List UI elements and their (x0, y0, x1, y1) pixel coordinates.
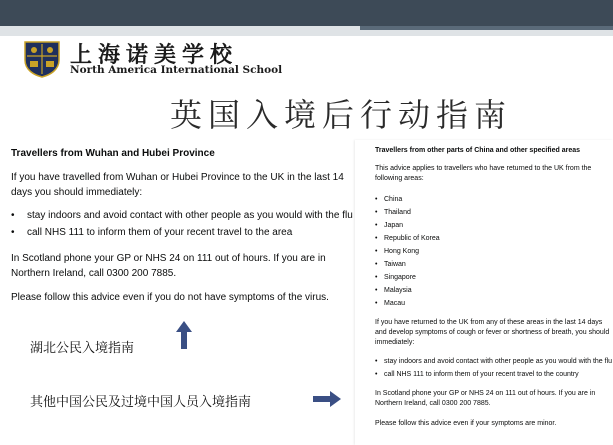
school-logo-icon (22, 40, 62, 78)
hubei-scotland-text: In Scotland phone your GP or NHS 24 on 111 out of hours. If you are in Northern Ireland, call 0300 200 7885. (11, 253, 326, 279)
hubei-heading: Travellers from Wuhan and Hubei Province (11, 148, 215, 159)
top-banner-dark-band (0, 0, 613, 26)
arrow-right-icon (312, 389, 342, 409)
hubei-note: Please follow this advice even if you do not have symptoms of the virus. (11, 292, 329, 303)
school-name-en: North America International School (70, 64, 283, 76)
other-areas-heading: Travellers from other parts of China and other specified areas (375, 147, 581, 154)
area-item: • Republic of Korea (375, 235, 440, 242)
top-banner-accent-band (360, 26, 613, 30)
area-item: • Japan (375, 222, 404, 229)
other-areas-note: Please follow this advice even if your symptoms are minor. (375, 420, 557, 427)
area-item: • Macau (375, 300, 406, 307)
other-areas-intro: This advice applies to travellers who have returned to the UK from the following areas: (375, 165, 592, 182)
top-banner (0, 0, 613, 36)
hubei-bullet-1: • stay indoors and avoid contact with other people as you would with the flu (11, 210, 353, 221)
arrow-up-icon (174, 320, 194, 350)
other-areas-bullet-1: • stay indoors and avoid contact with other people as you would with the flu (375, 358, 613, 365)
other-areas-scotland-text: In Scotland phone your GP or NHS 24 on 111 out of hours. If you are in Northern Ireland, call 0300 200 7885. (375, 390, 596, 407)
area-item: • Taiwan (375, 261, 406, 268)
page-title: 英国入境后行动指南 (170, 96, 513, 134)
other-areas-guide-label: 其他中国公民及过境中国人员入境指南 (30, 395, 252, 410)
area-item: • Malaysia (375, 287, 412, 294)
hubei-guide-label: 湖北公民入境指南 (30, 341, 135, 356)
other-areas-bullet-2: • call NHS 111 to inform them of your recent travel to the country (375, 371, 579, 378)
other-areas-symptoms: If you have returned to the UK from any of these areas in the last 14 days and develop symptoms of cough or fever or shortness of breath, you should immediately: (375, 319, 610, 346)
school-name-cn: 上海诺美学校 (70, 43, 239, 68)
hubei-intro: If you have travelled from Wuhan or Hubei Province to the UK in the last 14 days you should immediately: (11, 172, 344, 198)
area-item: • Hong Kong (375, 248, 420, 255)
area-item: • China (375, 196, 403, 203)
area-item: • Thailand (375, 209, 411, 216)
hubei-bullet-2: • call NHS 111 to inform them of your recent travel to the area (11, 227, 293, 238)
area-item: • Singapore (375, 274, 416, 281)
